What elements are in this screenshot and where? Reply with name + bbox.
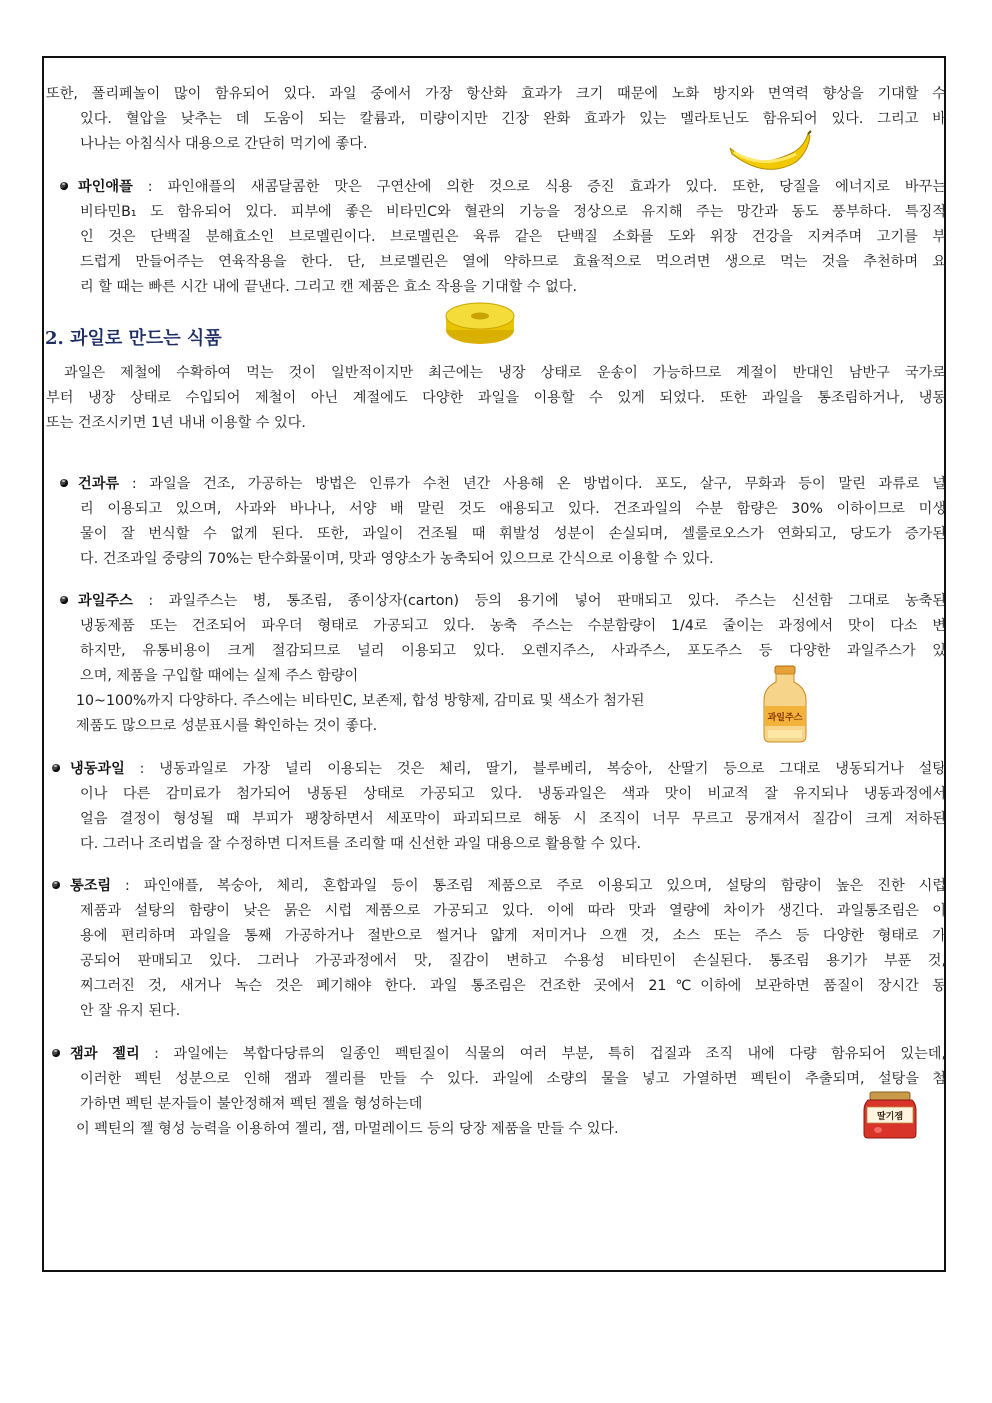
frozen-item [52, 757, 946, 857]
pineapple-line: 리 할 때는 빠른 시간 내에 끝낸다. 그리고 캔 제품은 효소 작용을 기대할 수 없다. [80, 279, 578, 295]
juice-line: 냉동제품 또는 건조되어 파우더 형태로 가공되고 있다. 농축 주스는 수분함량이 1/4로 줄이는 과정에서 맛이 다소 변 [80, 618, 946, 634]
juice-line: 하지만, 유통비용이 크게 절감되므로 널리 이용되고 있다. 오렌지주스, 사과주스, 포도주스 등 다양한 과일주스가 있 [80, 643, 946, 659]
dried-line [60, 472, 946, 497]
juice-bottle-label: 과일주스 [767, 713, 803, 723]
section-paragraph [46, 361, 946, 436]
jam-term: 잼과 젤리 [70, 1046, 140, 1062]
jam-line: 이러한 펙틴 성분으로 인해 잼과 젤리를 만들 수 있다. 과일에 소량의 물을 넣고 가열하면 펙틴이 추출되며, 설탕을 첨 [80, 1071, 946, 1087]
pineapple-line: 인 것은 단백질 분해효소인 브로멜린이다. 브로멜린은 육류 같은 단백질 소화를 도와 위장 건강을 지켜주며 고기를 부 [80, 229, 946, 245]
dried-line: 리 이용되고 있으며, 사과와 바나나, 서양 배 말린 것도 애용되고 있다. 건조과일의 수분 함량은 30% 이하이므로 미생 [80, 501, 946, 517]
frozen-text: : 냉동과일로 가장 널리 이용되는 것은 체리, 딸기, 블루베리, 복숭아, 산딸기 등으로 그대로 냉동되거나 설탕 [124, 761, 946, 777]
canned-line: 공되어 판매되고 있다. 그러나 가공과정에서 맛, 질감이 변하고 수용성 비타민이 손실된다. 통조림 용기가 부푼 것, [80, 953, 946, 969]
frozen-line: 이나 다른 감미료가 첨가되어 냉동된 상태로 가공되고 있다. 냉동과일은 색과 맛이 비교적 잘 유지되나 냉동과정에서 [80, 786, 946, 802]
bullet-icon [60, 596, 68, 604]
bullet-icon [60, 182, 68, 190]
canned-term: 통조림 [70, 878, 112, 894]
pineapple-line [60, 175, 946, 200]
intro-line: 또한, 폴리페놀이 많이 함유되어 있다. 과일 중에서 가장 항산화 효과가 크기 때문에 노화 방지와 면역력 향상을 기대할 수 [46, 86, 946, 102]
jam-line: 가하면 펙틴 분자들이 불안정해져 펙틴 젤을 형성하는데 [80, 1096, 423, 1112]
juice-line: 으며, 제품을 구입할 때에는 실제 주스 함량이 [80, 668, 359, 684]
jam-line [52, 1042, 946, 1067]
jam-text: : 과일에는 복합다당류의 일종인 펙틴질이 식물의 여러 부분, 특히 겁질과 조직 내에 다량 함유되어 있는데, [139, 1046, 946, 1062]
frozen-term: 냉동과일 [70, 761, 125, 777]
canned-line: 용에 편리하며 과일을 통째 가공하거나 절반으로 썰거나 얇게 저미거나 으깬 것, 소스 또는 주스 등 다양한 형태로 가 [80, 928, 946, 944]
bullet-icon [52, 764, 60, 772]
canned-line: 찌그러진 것, 새거나 녹슨 것은 폐기해야 한다. 과일 통조림은 건조한 곳에서 21℃이하에 보관하면 품질이 장시간 동 [80, 978, 946, 994]
canned-line [52, 874, 946, 899]
banana-illustration [726, 130, 812, 174]
canned-text: : 파인애플, 복숭아, 체리, 혼합과일 등이 통조림 제품으로 주로 이용되고 있으며, 설탕의 함량이 높은 진한 시럽 [111, 878, 946, 894]
jam-jar-illustration [862, 1090, 918, 1140]
juice-line [60, 589, 946, 614]
intro-line: 있다. 혈압을 낮추는 데 도움이 되는 칼륨과, 미량이지만 긴장 완화 효과가 있는 멜라토닌도 함유되어 있다. 그리고 바 [80, 111, 946, 127]
canned-item [52, 874, 946, 1024]
frozen-line: 얼음 결정이 형성될 때 부피가 팽창하면서 세포막이 파괴되므로 해동 시 조직이 너무 무르고 뭉개져서 질감이 크게 저하된 [80, 811, 946, 827]
dried-line: 다. 건조과일 중량의 70%는 탄수화물이며, 맛과 영양소가 농축되어 있으므로 간식으로 이용할 수 있다. [80, 551, 714, 567]
juice-bottle-illustration [760, 664, 810, 744]
dried-text: : 과일을 건조, 가공하는 방법은 인류가 수천 년간 사용해 온 방법이다. 포도, 살구, 무화과 등이 말린 과류로 널 [119, 476, 946, 492]
pineapple-line: 비타민B₁ 도 함유되어 있다. 피부에 좋은 비타민C와 혈관의 기능을 정상으로 유지해 주는 망간과 동도 풍부하다. 특징적 [80, 204, 946, 220]
dried-line: 물이 잘 번식할 수 없게 된다. 또한, 과일이 건조될 때 휘발성 성분이 손실되며, 셀룰로오스가 연화되고, 당도가 증가된 [80, 526, 946, 542]
section-line: 부터 냉장 상태로 수입되어 제철이 아닌 계절에도 다양한 과일을 이용할 수 있게 되었다. 또한 과일을 통조림하거나, 냉동 [46, 390, 946, 406]
pineapple-ring-illustration [444, 302, 516, 346]
section-line: 과일은 제철에 수확하여 먹는 것이 일반적이지만 최근에는 냉장 상태로 운송이 가능하므로 계절이 반대인 남반구 국가로 [64, 365, 946, 381]
bullet-icon [60, 479, 68, 487]
jam-item [52, 1042, 946, 1142]
juice-text: : 과일주스는 병, 통조림, 종이상자(carton) 등의 용기에 넣어 판매되고 있다. 주스는 신선함 그대로 농축된 [132, 593, 946, 609]
dried-term: 건과류 [78, 476, 120, 492]
canned-line: 제품과 설탕의 함량이 낮은 묽은 시럽 제품으로 가공되고 있다. 이에 따라 맛과 열량에 차이가 생긴다. 과일통조림은 이 [80, 903, 946, 919]
section-title: 2. 과일로 만드는 식품 [45, 328, 222, 349]
section-line: 또는 건조시키면 1년 내내 이용할 수 있다. [46, 415, 306, 431]
jam-line: 이 펙틴의 젤 형성 능력을 이용하여 젤리, 잼, 마멀레이드 등의 당장 제품을 만들 수 있다. [76, 1121, 619, 1137]
pineapple-line: 드럽게 만들어주는 연육작용을 한다. 단, 브로멜린은 열에 약하므로 효율적으로 먹으려면 생으로 먹는 것을 추천하며 요 [80, 254, 946, 270]
frozen-line [52, 757, 946, 782]
intro-line: 나나는 아침식사 대용으로 간단히 먹기에 좋다. [80, 136, 368, 152]
pineapple-item [60, 175, 946, 300]
bullet-icon [52, 1049, 60, 1057]
frozen-line: 다. 그러나 조리법을 잘 수정하면 디저트를 조리할 때 신선한 과일 대용으로 활용할 수 있다. [80, 836, 642, 852]
juice-item [60, 589, 946, 739]
jam-jar-label: 딸기잼 [876, 1112, 904, 1122]
pineapple-term: 파인애플 [78, 179, 133, 195]
canned-line: 안 잘 유지 된다. [80, 1003, 181, 1019]
juice-line: 제품도 많으므로 성분표시를 확인하는 것이 좋다. [76, 718, 378, 734]
bullet-icon [52, 881, 60, 889]
juice-term: 과일주스 [78, 593, 133, 609]
dried-item [60, 472, 946, 572]
pineapple-text: : 파인애플의 새콤달콤한 맛은 구연산에 의한 것으로 식용 증진 효과가 있다. 또한, 당질을 에너지로 바꾸는 [132, 179, 946, 195]
juice-line: 10~100%까지 다양하다. 주스에는 비타민C, 보존제, 합성 방향제, 감미료 및 색소가 첨가된 [76, 693, 645, 709]
